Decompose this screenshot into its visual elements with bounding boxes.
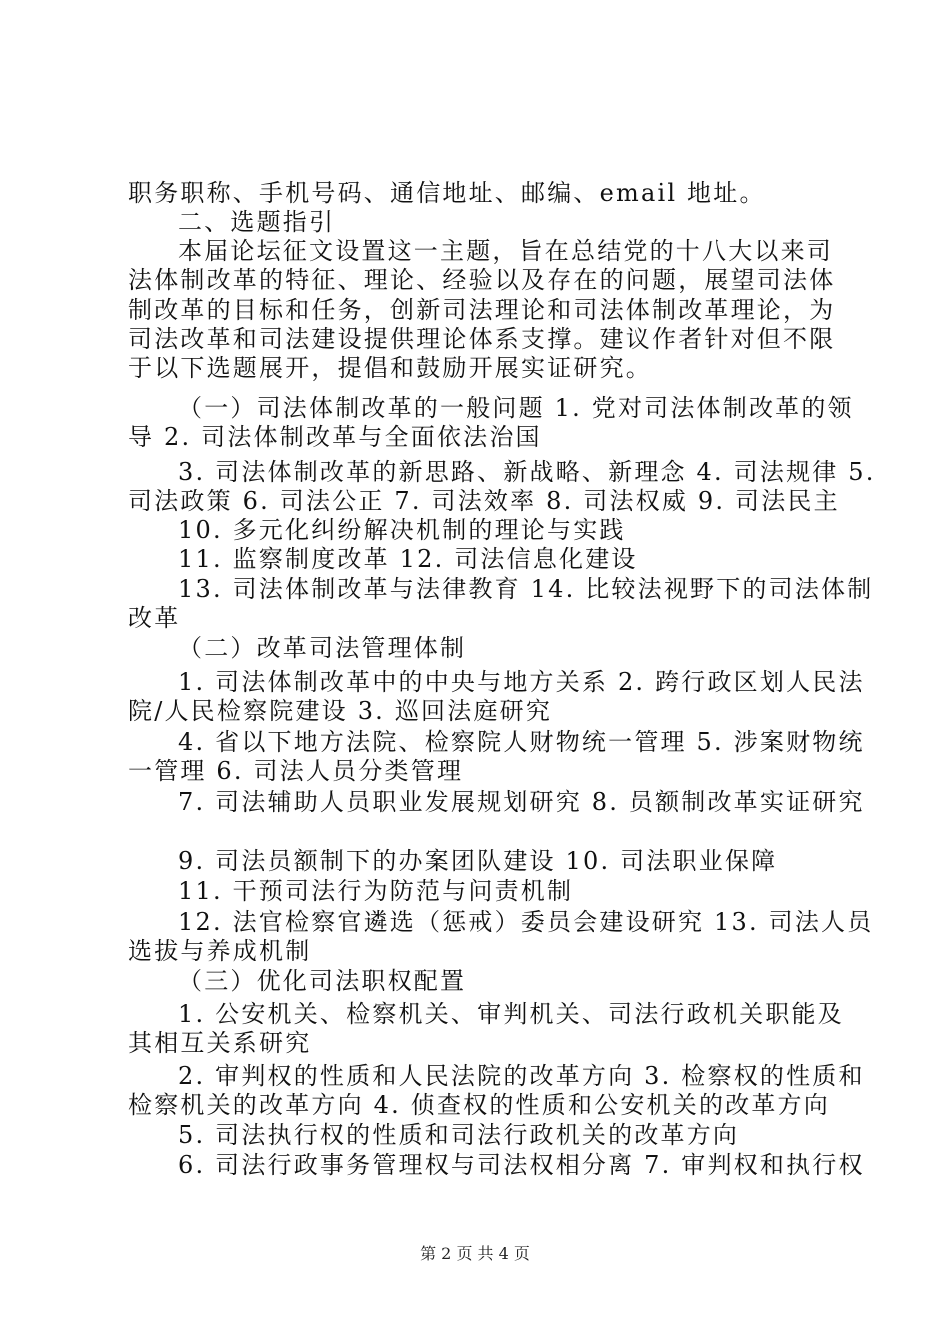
text-line: 本届论坛征文设置这一主题，旨在总结党的十八大以来司 <box>178 237 833 265</box>
text-line: 改革 <box>128 604 181 632</box>
text-line: 12. 法官检察官遴选（惩戒）委员会建设研究 13. 司法人员 <box>178 908 874 936</box>
text-line: 1. 司法体制改革中的中央与地方关系 2. 跨行政区划人民法 <box>178 668 865 696</box>
text-line: 1. 公安机关、检察机关、审判机关、司法行政机关职能及 <box>178 1000 844 1028</box>
text-line: 9. 司法员额制下的办案团队建设 10. 司法职业保障 <box>178 847 778 875</box>
subsection-heading: （三）优化司法职权配置 <box>178 967 467 995</box>
text-line: 13. 司法体制改革与法律教育 14. 比较法视野下的司法体制 <box>178 575 874 603</box>
text-line: 11. 监察制度改革 12. 司法信息化建设 <box>178 545 638 573</box>
subsection-heading: （二）改革司法管理体制 <box>178 634 467 662</box>
section-heading: 二、选题指引 <box>178 208 336 236</box>
text-line: 检察机关的改革方向 4. 侦查权的性质和公安机关的改革方向 <box>128 1091 830 1119</box>
text-line: 选拔与养成机制 <box>128 937 312 965</box>
text-line: 职务职称、手机号码、通信地址、邮编、email 地址。 <box>128 179 766 207</box>
text-line: 5. 司法执行权的性质和司法行政机关的改革方向 <box>178 1121 740 1149</box>
text-line: 其相互关系研究 <box>128 1029 312 1057</box>
text-line: 4. 省以下地方法院、检察院人财物统一管理 5. 涉案财物统 <box>178 728 865 756</box>
text-line: 10. 多元化纠纷解决机制的理论与实践 <box>178 516 626 544</box>
text-line: 于以下选题展开，提倡和鼓励开展实证研究。 <box>128 354 652 382</box>
text-line: 11. 干预司法行为防范与问责机制 <box>178 877 574 905</box>
text-line: 制改革的目标和任务，创新司法理论和司法体制改革理论，为 <box>128 296 836 324</box>
text-line: 法体制改革的特征、理论、经验以及存在的问题，展望司法体 <box>128 266 836 294</box>
subsection-heading: （一）司法体制改革的一般问题 1. 党对司法体制改革的领 <box>178 394 854 422</box>
text-line: 2. 审判权的性质和人民法院的改革方向 3. 检察权的性质和 <box>178 1062 865 1090</box>
text-line: 司法政策 6. 司法公正 7. 司法效率 8. 司法权威 9. 司法民主 <box>128 487 840 515</box>
page-footer: 第 2 页 共 4 页 <box>420 1244 530 1263</box>
text-line: 院/人民检察院建设 3. 巡回法庭研究 <box>128 697 553 725</box>
text-line: 7. 司法辅助人员职业发展规划研究 8. 员额制改革实证研究 <box>178 788 865 816</box>
text-line: 导 2. 司法体制改革与全面依法治国 <box>128 423 542 451</box>
text-line: 3. 司法体制改革的新思路、新战略、新理念 4. 司法规律 5. <box>178 458 876 486</box>
text-line: 6. 司法行政事务管理权与司法权相分离 7. 审判权和执行权 <box>178 1151 865 1179</box>
text-line: 司法改革和司法建设提供理论体系支撑。建议作者针对但不限 <box>128 325 836 353</box>
text-line: 一管理 6. 司法人员分类管理 <box>128 757 464 785</box>
